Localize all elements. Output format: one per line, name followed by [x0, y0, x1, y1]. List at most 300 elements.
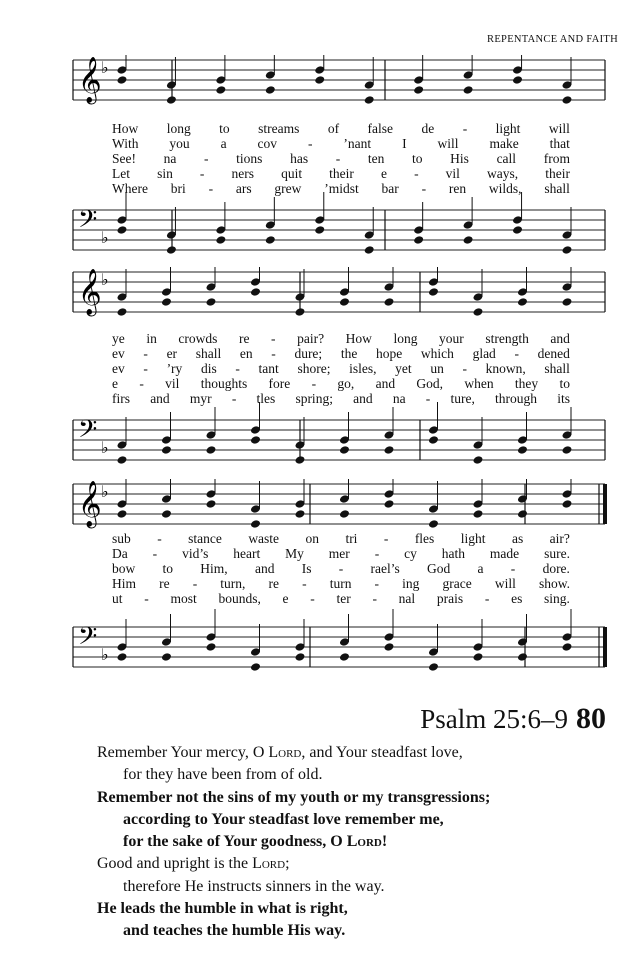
verse-4-line — [112, 166, 570, 181]
syllable: of — [327, 121, 340, 136]
treble-clef-icon: 𝄞 — [78, 481, 102, 527]
note-head — [428, 662, 439, 672]
syllable: crowds — [178, 331, 218, 346]
syllable: false — [367, 121, 394, 136]
note-head — [206, 499, 217, 509]
note-head — [463, 235, 474, 245]
psalm-line-text: ! — [381, 833, 388, 851]
syllable: air? — [549, 531, 570, 546]
note-head — [161, 297, 172, 307]
verse-1-line — [112, 121, 570, 136]
note-head — [562, 499, 573, 509]
note-head — [215, 235, 226, 245]
verse-3-line — [112, 561, 570, 576]
syllable: With — [112, 136, 139, 151]
syllable: you — [169, 136, 190, 151]
syllable: bar — [381, 181, 399, 196]
syllable: to — [412, 151, 423, 166]
note-head — [562, 245, 573, 255]
syllable: Da — [112, 546, 128, 561]
syllable: - — [157, 531, 162, 546]
syllable: go, — [337, 376, 355, 391]
note-head — [364, 95, 375, 105]
note-head — [562, 95, 573, 105]
note-head — [250, 662, 261, 672]
syllable: firs — [112, 391, 130, 406]
note-head — [384, 297, 395, 307]
psalm-line-text: , and Your steadfast love, — [301, 744, 463, 761]
lyrics-block — [112, 331, 570, 406]
syllable: - — [199, 166, 205, 181]
bass-staff — [73, 402, 605, 465]
note-head — [339, 297, 350, 307]
syllable: - — [338, 561, 344, 576]
note-head — [295, 509, 306, 519]
verse-2-line — [112, 136, 570, 151]
syllable: un — [430, 361, 444, 376]
syllable: - — [152, 546, 158, 561]
syllable: ners — [231, 166, 254, 181]
syllable: light — [495, 121, 521, 136]
bass-staff — [73, 609, 605, 672]
syllable: ut — [112, 591, 123, 606]
syllable: which — [420, 346, 454, 361]
syllable: dore. — [542, 561, 570, 576]
note-head — [117, 75, 128, 85]
syllable: How — [345, 331, 372, 346]
syllable: through — [495, 391, 538, 406]
syllable: nal — [398, 591, 416, 606]
bass-clef-icon: 𝄢 — [78, 205, 98, 240]
syllable: na — [163, 151, 177, 166]
note-head — [512, 75, 523, 85]
lord-small-caps: Lord — [268, 744, 302, 761]
flat-key-signature-icon: ♭ — [101, 270, 109, 289]
syllable: spring; — [295, 391, 333, 406]
syllable: na — [392, 391, 406, 406]
syllable: ev — [112, 361, 125, 376]
note-head — [339, 652, 350, 662]
syllable: dened — [537, 346, 570, 361]
psalm-line-text: Good and upright is the — [97, 855, 253, 873]
bass-clef-icon: 𝄢 — [78, 415, 98, 450]
note-head — [250, 435, 261, 445]
note-head — [117, 509, 128, 519]
syllable: and — [150, 391, 170, 406]
syllable: Him — [112, 576, 137, 591]
syllable: a — [477, 561, 484, 576]
syllable: ’ry — [166, 361, 183, 376]
syllable: ars — [235, 181, 252, 196]
psalm-line-text: and teaches the humble His way. — [123, 922, 346, 940]
syllable: the — [340, 346, 358, 361]
syllable: - — [143, 361, 148, 376]
syllable: es — [511, 591, 523, 606]
syllable: - — [271, 331, 276, 346]
note-head — [384, 499, 395, 509]
syllable: a — [220, 136, 227, 151]
syllable: tant — [258, 361, 279, 376]
syllable: er — [166, 346, 178, 361]
syllable: turn — [329, 576, 352, 591]
syllable: to — [219, 121, 230, 136]
syllable: How — [112, 121, 139, 136]
syllable: re — [159, 576, 170, 591]
syllable: their — [545, 166, 570, 181]
note-head — [117, 652, 128, 662]
syllable: dis — [200, 361, 217, 376]
treble-staff — [73, 267, 605, 317]
note-head — [463, 85, 474, 95]
flat-key-signature-icon: ♭ — [101, 482, 109, 501]
syllable: - — [139, 376, 144, 391]
syllable: glad — [472, 346, 496, 361]
syllable: - — [310, 591, 315, 606]
syllable: bri — [170, 181, 186, 196]
syllable: call — [496, 151, 517, 166]
syllable: vil — [165, 376, 180, 391]
note-head — [295, 652, 306, 662]
syllable: hope — [376, 346, 403, 361]
note-head — [166, 95, 177, 105]
syllable: e — [112, 376, 118, 391]
verse-1-line — [112, 331, 570, 346]
syllable: tions — [236, 151, 263, 166]
psalm-line-text: He leads the humble in what is right, — [97, 900, 348, 918]
syllable: streams — [258, 121, 300, 136]
verse-4-line — [112, 576, 570, 591]
note-head — [473, 652, 484, 662]
note-head — [250, 519, 261, 529]
syllable: vil — [445, 166, 460, 181]
syllable: when — [464, 376, 494, 391]
syllable: rael’s — [370, 561, 400, 576]
syllable: fles — [414, 531, 435, 546]
psalm-line — [97, 831, 490, 853]
syllable: I — [402, 136, 407, 151]
psalm-line — [97, 809, 490, 831]
note-head — [517, 652, 528, 662]
note-head — [428, 287, 439, 297]
syllable: ing — [402, 576, 420, 591]
syllable: strength — [485, 331, 529, 346]
note-head — [339, 445, 350, 455]
syllable: has — [290, 151, 309, 166]
syllable: ye — [112, 331, 125, 346]
psalm-line-text: Remember not the sins of my youth or my transgressions; — [97, 788, 491, 806]
syllable: and — [353, 391, 373, 406]
syllable: will — [437, 136, 459, 151]
syllable: e — [381, 166, 387, 181]
syllable: grace — [442, 576, 472, 591]
syllable: cov — [257, 136, 278, 151]
syllable: - — [421, 181, 427, 196]
flat-key-signature-icon: ♭ — [101, 438, 109, 457]
note-head — [161, 652, 172, 662]
hymn-number: 80 — [576, 702, 606, 735]
syllable: See! — [112, 151, 136, 166]
syllable: - — [302, 576, 307, 591]
syllable: - — [510, 561, 516, 576]
note-head — [562, 445, 573, 455]
verse-3-line — [112, 361, 570, 376]
syllable: prais — [436, 591, 464, 606]
syllable: ’midst — [324, 181, 359, 196]
syllable: yet — [395, 361, 412, 376]
syllable: ways, — [487, 166, 519, 181]
psalm-line — [97, 853, 490, 875]
syllable: - — [231, 391, 237, 406]
syllable: on — [305, 531, 319, 546]
note-head — [117, 225, 128, 235]
note-head — [473, 509, 484, 519]
note-head — [314, 75, 325, 85]
note-head — [117, 455, 128, 465]
syllable: light — [460, 531, 486, 546]
syllable: sin — [157, 166, 173, 181]
verse-2-line — [112, 346, 570, 361]
syllable: long — [166, 121, 191, 136]
verse-2-line — [112, 546, 570, 561]
psalm-line — [97, 876, 490, 898]
syllable: ev — [112, 346, 125, 361]
syllable: shall — [544, 181, 570, 196]
lord-small-caps: Lord — [346, 833, 382, 851]
syllable: fore — [268, 376, 291, 391]
note-head — [206, 445, 217, 455]
note-head — [339, 509, 350, 519]
syllable: - — [462, 361, 467, 376]
note-head — [562, 297, 573, 307]
syllable: - — [204, 151, 209, 166]
syllable: myr — [189, 391, 212, 406]
syllable: to — [559, 376, 570, 391]
syllable: - — [271, 346, 276, 361]
syllable: sub — [112, 531, 131, 546]
syllable: - — [311, 376, 317, 391]
note-head — [161, 509, 172, 519]
syllable: - — [372, 591, 377, 606]
note-head — [265, 235, 276, 245]
syllable: will — [494, 576, 516, 591]
psalm-line — [97, 898, 490, 920]
psalm-line-text: therefore He instructs sinners in the way. — [123, 877, 385, 895]
syllable: mer — [328, 546, 350, 561]
syllable: - — [335, 151, 341, 166]
syllable: to — [162, 561, 174, 576]
syllable: His — [450, 151, 469, 166]
syllable: vid’s — [182, 546, 209, 561]
syllable: their — [329, 166, 354, 181]
syllable: My — [285, 546, 304, 561]
syllable: made — [489, 546, 520, 561]
syllable: dure; — [294, 346, 323, 361]
verse-3-line — [112, 151, 570, 166]
syllable: in — [146, 331, 157, 346]
syllable: - — [462, 121, 468, 136]
syllable: - — [307, 136, 313, 151]
syllable: tri — [345, 531, 358, 546]
syllable: ten — [367, 151, 385, 166]
syllable: de — [421, 121, 435, 136]
syllable: and — [550, 331, 570, 346]
psalm-reference: Psalm 25:6–9 — [420, 704, 568, 734]
note-head — [428, 519, 439, 529]
psalm-line — [97, 787, 490, 809]
section-header: REPENTANCE AND FAITH — [487, 34, 618, 45]
bass-clef-icon: 𝄢 — [78, 622, 98, 657]
note-head — [384, 445, 395, 455]
syllable: stance — [188, 531, 222, 546]
note-head — [215, 85, 226, 95]
syllable: grew — [274, 181, 302, 196]
syllable: God, — [416, 376, 444, 391]
note-head — [250, 287, 261, 297]
note-head — [413, 235, 424, 245]
note-head — [512, 225, 523, 235]
syllable: your — [439, 331, 464, 346]
syllable: quit — [281, 166, 303, 181]
syllable: en — [239, 346, 253, 361]
psalm-title — [420, 702, 606, 736]
psalm-line — [97, 764, 490, 786]
syllable: e — [282, 591, 289, 606]
syllable: - — [425, 391, 431, 406]
verse-1-line — [112, 531, 570, 546]
flat-key-signature-icon: ♭ — [101, 58, 109, 77]
syllable: and — [254, 561, 275, 576]
treble-clef-icon: 𝄞 — [78, 269, 102, 315]
psalm-line-text: ; — [285, 855, 290, 873]
verse-5-line — [112, 391, 570, 406]
syllable: tles — [256, 391, 276, 406]
note-head — [206, 642, 217, 652]
flat-key-signature-icon: ♭ — [101, 645, 109, 664]
syllable: - — [192, 576, 198, 591]
syllable: and — [375, 376, 396, 391]
syllable: pair? — [297, 331, 325, 346]
psalm-line — [97, 920, 490, 942]
note-head — [117, 307, 128, 317]
syllable: shall — [195, 346, 222, 361]
psalm-line — [97, 742, 490, 764]
syllable: sing. — [544, 591, 570, 606]
syllable: isles, — [349, 361, 377, 376]
syllable: as — [511, 531, 524, 546]
syllable: from — [543, 151, 570, 166]
note-head — [428, 435, 439, 445]
syllable: Him, — [200, 561, 228, 576]
treble-clef-icon: 𝄞 — [78, 57, 102, 103]
syllable: long — [393, 331, 418, 346]
syllable: ture, — [450, 391, 475, 406]
syllable: God — [427, 561, 451, 576]
note-head — [161, 445, 172, 455]
syllable: - — [144, 591, 149, 606]
lord-small-caps: Lord — [252, 855, 286, 873]
syllable: - — [484, 591, 490, 606]
note-head — [295, 307, 306, 317]
syllable: ren — [448, 181, 467, 196]
flat-key-signature-icon: ♭ — [101, 228, 109, 247]
syllable: Let — [112, 166, 130, 181]
psalm-line-text: for they have been from of old. — [123, 766, 323, 784]
syllable: - — [383, 531, 389, 546]
syllable: most — [170, 591, 197, 606]
syllable: Where — [112, 181, 148, 196]
syllable: - — [514, 346, 519, 361]
note-head — [562, 642, 573, 652]
syllable: shore; — [297, 361, 331, 376]
syllable: thoughts — [200, 376, 248, 391]
syllable: Is — [301, 561, 312, 576]
treble-staff — [73, 55, 605, 105]
note-head — [384, 642, 395, 652]
syllable: re — [268, 576, 280, 591]
note-head — [265, 85, 276, 95]
lyrics-block — [112, 531, 570, 606]
syllable: - — [374, 576, 380, 591]
psalm-line-text: for the sake of Your goodness, O — [123, 833, 347, 851]
syllable: known, — [485, 361, 526, 376]
treble-staff — [73, 479, 605, 529]
psalm-line-text: Remember Your mercy, O — [97, 744, 269, 761]
syllable: shall — [544, 361, 570, 376]
note-head — [473, 455, 484, 465]
note-head — [473, 307, 484, 317]
syllable: bow — [112, 561, 136, 576]
note-head — [166, 245, 177, 255]
syllable: - — [414, 166, 419, 181]
note-head — [206, 297, 217, 307]
note-head — [517, 297, 528, 307]
syllable: its — [557, 391, 570, 406]
note-head — [413, 85, 424, 95]
syllable: ter — [336, 591, 351, 606]
syllable: - — [235, 361, 240, 376]
syllable: will — [548, 121, 570, 136]
syllable: - — [374, 546, 380, 561]
bass-staff — [73, 192, 605, 255]
note-head — [314, 225, 325, 235]
syllable: cy — [404, 546, 417, 561]
syllable: re — [238, 331, 250, 346]
syllable: bounds, — [218, 591, 261, 606]
syllable: they — [514, 376, 539, 391]
syllable: sure. — [544, 546, 570, 561]
note-head — [364, 245, 375, 255]
note-head — [517, 509, 528, 519]
syllable: - — [143, 346, 148, 361]
syllable: that — [549, 136, 570, 151]
syllable: waste — [248, 531, 280, 546]
note-head — [517, 445, 528, 455]
syllable: make — [489, 136, 519, 151]
syllable: heart — [233, 546, 261, 561]
syllable: wilds, — [488, 181, 522, 196]
note-head — [295, 455, 306, 465]
lyrics-block — [112, 121, 570, 196]
psalm-text — [97, 742, 490, 943]
syllable: hath — [441, 546, 466, 561]
verse-5-line — [112, 591, 570, 606]
syllable: show. — [538, 576, 570, 591]
psalm-line-text: according to Your steadfast love remember me, — [123, 810, 444, 828]
syllable: - — [208, 181, 214, 196]
verse-4-line — [112, 376, 570, 391]
verse-5-line — [112, 181, 570, 196]
syllable: turn, — [220, 576, 246, 591]
